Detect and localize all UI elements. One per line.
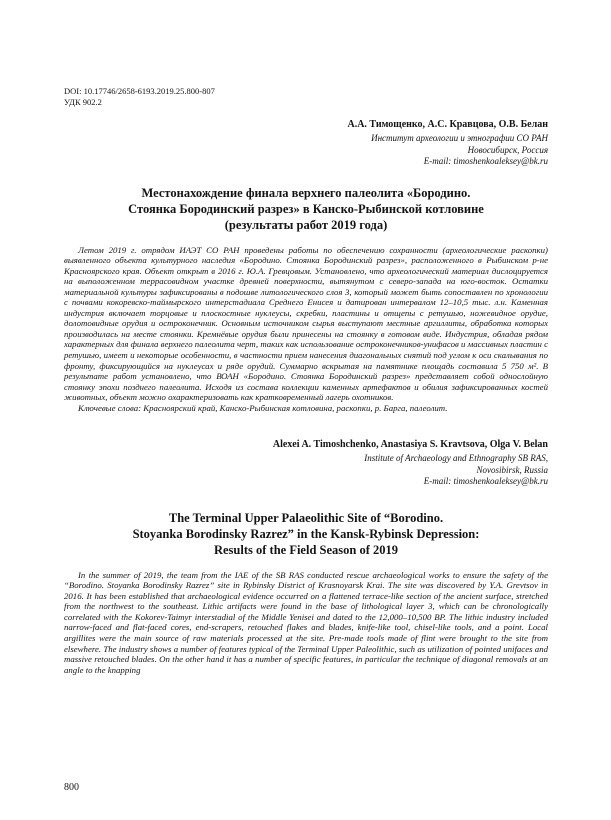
- abstract-ru: Летом 2019 г. отрядом ИАЭТ СО РАН проведены работы по обеспечению сохранности (археологические раскопки) выявленного объекта культурного наследия «Бородино. Стоянка Бородинский разрез», расположенного в Рыбинском р-не Красноярского края. Объект открыт в 2016 г. Ю.А. Гревцовым. Установлено, что археологический материал дислоцируется на выположенном террасовидном участке древней поверхности, вытянутом с северо-запада на юго-восток. Остатки материальной культуры зафиксированы в подошве литологического слоя 3, который может быть сопоставлен по хронологии с почвами кокоревско-таймырского интерстадиала Среднего Енисея и датирован интервалом 12–10,5 тыс. л.н. Каменная индустрия включает торцовые и плоскостные нуклеусы, скребки, пластины и отщепы с ретушью, ножевидное орудие, долотовидные орудия и остроконечник. Основным источником сырья выступают местные аргиллиты, обработка которых производилась на месте стоянки. Кремнёвые орудия были принесены на стоянку в готовом виде. Индустрия, обладая рядом характерных для финала верхнего палеолита черт, таких как использование остроконечников-унифасов и массивных пластин с ретушью, имеет и некоторые особенности, в частности прием нанесения диагональных снятий под углом к оси скалывания по фронту, фиксирующийся на нуклеусах и ряде орудий. Суммарно вскрытая на памятнике площадь составила 5 750 м². В результате работ установлено, что ВОАН «Бородино. Стоянка Бородинский разрез» представляет собой однослойную стоянку эпохи позднего палеолита. Исходя из состава коллекции каменных артефактов и обилия зафиксированных костей животных, объект можно охарактеризовать как кратковременный лагерь охотников.: [64, 244, 548, 403]
- doi: DOI: 10.17746/2658-6193.2019.25.800-807: [64, 86, 215, 96]
- email-ru: E-mail: timoshenkoaleksey@bk.ru: [423, 156, 548, 166]
- page-number: 800: [64, 782, 79, 793]
- title-en-line3: Results of the Field Season of 2019: [213, 542, 399, 557]
- affiliation-ru-institute: Институт археологии и этнографии СО РАН: [371, 133, 548, 143]
- title-ru-line2: Стоянка Бородинский разрез» в Канско-Рыбинской котловине: [128, 201, 484, 216]
- title-ru-line1: Местонахождение финала верхнего палеолита «Бородино.: [141, 185, 471, 200]
- abstract-ru-block: [64, 245, 548, 414]
- affiliation-en: [64, 453, 548, 488]
- title-ru-line3: (результаты работ 2019 года): [224, 217, 388, 232]
- affiliation-ru: [64, 133, 548, 168]
- udk: УДК 902.2: [64, 97, 102, 107]
- title-en-line2: Stoyanka Borodinsky Razrez” in the Kansk-Rybinsk Depression:: [132, 526, 480, 541]
- abstract-en-block: [64, 570, 548, 675]
- authors-ru: А.А. Тимощенко, А.С. Кравцова, О.В. Белан: [347, 119, 548, 130]
- affiliation-ru-city: Новосибирск, Россия: [467, 144, 548, 155]
- abstract-en: In the summer of 2019, the team from the IAE of the SB RAS conducted rescue archaeological works to ensure the safety of the “Borodino. Stoyanka Borodinsky Razrez” site in Rybinsky District of Krasnoyarsk Krai. The site was discovered by Y.A. Grevtsov in 2016. It has been established that archaeological evidence occurred on a flattened terrace-like section of the ancient surface, stretched from the northwest to the southeast. Lithic artifacts were found in the base of lithological layer 3, which can be chronologically correlated with the Kokorev-Taimyr interstadial of the Middle Yenisei and dated to the 12,000–10,500 BP. The lithic industry included narrow-faced and flat-faced cores, end-scrapers, retouched flakes and blades, knife-like tool, chisel-like tools, and a point. Local argillites were the main source of raw materials processed at the site. Pre-made tools made of flint were brought to the site from elsewhere. The industry shows a number of features typical of the Terminal Upper Paleolithic, such as utilization of pointed unifaces and massive retouched blades. On the other hand it has a number of specific features, in particular the technique of diagonal removals at an angle to the knapping: [64, 569, 548, 675]
- affiliation-en-city: Novosibirsk, Russia: [476, 464, 548, 475]
- doi-udk-block: [64, 86, 548, 108]
- title-en-line1: The Terminal Upper Palaeolithic Site of “Borodino.: [168, 510, 444, 525]
- title-en: [64, 510, 548, 558]
- authors-en: Alexei A. Timoshchenko, Anastasiya S. Kravtsova, Olga V. Belan: [272, 439, 548, 451]
- affiliation-en-institute: Institute of Archaeology and Ethnography SB RAS,: [364, 453, 548, 464]
- keywords-ru: Ключевые слова: Красноярский край, Канско-Рыбинская котловина, раскопки, р. Барга, палеолит.: [78, 402, 448, 413]
- email-en: E-mail: timoshenkoaleksey@bk.ru: [423, 476, 548, 487]
- title-ru: [64, 185, 548, 233]
